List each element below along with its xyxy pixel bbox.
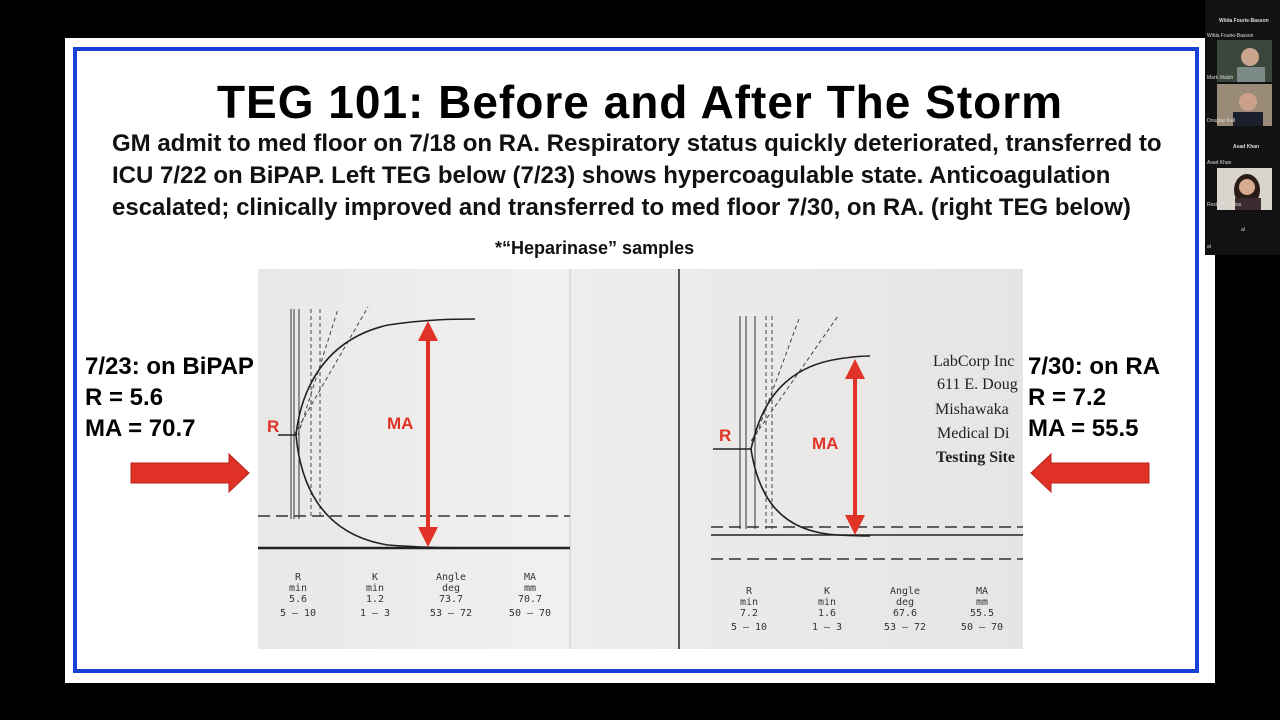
participants-panel bbox=[1205, 0, 1280, 255]
param-value: 7.2 bbox=[739, 608, 759, 619]
param-name: R bbox=[745, 586, 753, 597]
param-name: MA bbox=[975, 586, 989, 597]
summary-line: MA = 70.7 bbox=[85, 415, 196, 442]
summary-line: MA = 55.5 bbox=[1028, 415, 1139, 442]
participant-name[interactable]: Asad Khan bbox=[1233, 144, 1260, 150]
param-value: 73.7 bbox=[438, 594, 464, 605]
heparinase-note: *“Heparinase” samples bbox=[495, 238, 695, 258]
param-value: 5.6 bbox=[288, 594, 308, 605]
participant-name[interactable]: Asad Khan bbox=[1207, 160, 1232, 166]
param-value: 67.6 bbox=[892, 608, 918, 619]
param-name: MA bbox=[523, 572, 537, 583]
param-range: 50 — 70 bbox=[508, 608, 552, 619]
param-unit: mm bbox=[975, 597, 989, 608]
lab-line: Mishawaka bbox=[935, 401, 1009, 418]
param-range: 50 — 70 bbox=[960, 622, 1004, 633]
teg-left-r-marker: R bbox=[267, 417, 280, 436]
lab-line: Testing Site bbox=[936, 449, 1015, 466]
param-unit: deg bbox=[895, 597, 915, 608]
right-teg-summary bbox=[1028, 351, 1160, 444]
slide-title: TEG 101: Before and After The Storm bbox=[216, 76, 1064, 128]
summary-line: R = 5.6 bbox=[85, 384, 164, 411]
teg-tracing-photo bbox=[258, 269, 1023, 649]
param-value: 1.6 bbox=[817, 608, 837, 619]
subtitle-line: ICU 7/22 on BiPAP. Left TEG below (7/23) shows hypercoagulable state. Anticoagulation bbox=[112, 162, 1111, 189]
presentation-slide bbox=[65, 38, 1215, 683]
param-name: K bbox=[371, 572, 379, 583]
summary-line: 7/30: on RA bbox=[1028, 353, 1161, 380]
param-value: 1.2 bbox=[365, 594, 385, 605]
param-unit: mm bbox=[523, 583, 537, 594]
lab-line: Medical Di bbox=[937, 425, 1010, 442]
param-range: 1 — 3 bbox=[359, 608, 391, 619]
teg-right-ma-marker: MA bbox=[812, 434, 839, 453]
param-unit: min bbox=[365, 583, 385, 594]
lab-line: 611 E. Doug bbox=[937, 376, 1018, 393]
slide-subtitle bbox=[112, 128, 1172, 224]
param-unit: min bbox=[817, 597, 837, 608]
teg-tracing-image bbox=[258, 269, 1023, 649]
right-arrow-icon bbox=[129, 452, 251, 494]
param-value: 70.7 bbox=[517, 594, 543, 605]
left-arrow-icon bbox=[1029, 452, 1151, 494]
participants-header: Wilda Fourie-Basson bbox=[1219, 18, 1269, 24]
participant-name[interactable]: Douglas Kell bbox=[1207, 118, 1236, 124]
summary-line: 7/23: on BiPAP bbox=[85, 353, 254, 380]
param-value: 55.5 bbox=[969, 608, 995, 619]
param-range: 53 — 72 bbox=[429, 608, 473, 619]
param-name: K bbox=[823, 586, 831, 597]
subtitle-line: escalated; clinically improved and transferred to med floor 7/30, on RA. (right TEG below) bbox=[112, 194, 1131, 221]
teg-left-ma-marker: MA bbox=[387, 414, 414, 433]
lab-line: LabCorp Inc bbox=[933, 353, 1015, 370]
param-range: 5 — 10 bbox=[730, 622, 768, 633]
participant-name[interactable]: al bbox=[1207, 244, 1211, 250]
participant-name[interactable]: Wilda Fourie-Basson bbox=[1207, 33, 1254, 39]
left-teg-summary bbox=[85, 351, 254, 444]
param-unit: min bbox=[288, 583, 308, 594]
participant-name[interactable]: Resia Pretorius bbox=[1207, 202, 1242, 208]
teg-right-r-marker: R bbox=[719, 426, 732, 445]
param-name: R bbox=[294, 572, 302, 583]
participant-name[interactable]: al bbox=[1241, 227, 1245, 233]
param-name: Angle bbox=[435, 572, 467, 583]
param-range: 5 — 10 bbox=[279, 608, 317, 619]
labcorp-stamp bbox=[933, 353, 1018, 466]
param-unit: min bbox=[739, 597, 759, 608]
param-name: Angle bbox=[889, 586, 921, 597]
param-range: 53 — 72 bbox=[883, 622, 927, 633]
summary-line: R = 7.2 bbox=[1028, 384, 1107, 411]
param-unit: deg bbox=[441, 583, 461, 594]
participant-name[interactable]: Mark Walsh bbox=[1207, 75, 1234, 81]
subtitle-line: GM admit to med floor on 7/18 on RA. Respiratory status quickly deteriorated, transferred to bbox=[112, 130, 1162, 157]
param-range: 1 — 3 bbox=[811, 622, 843, 633]
